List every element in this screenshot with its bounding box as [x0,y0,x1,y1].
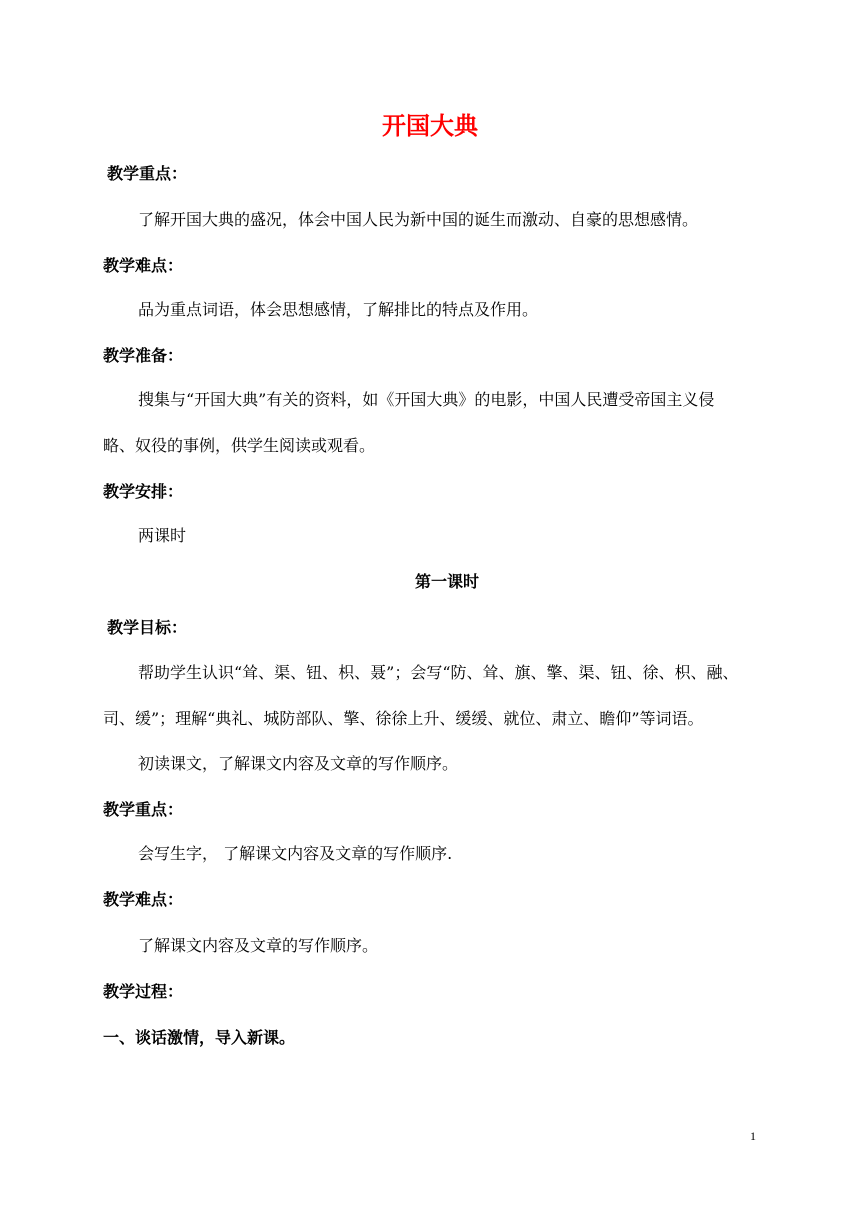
schedule-text: 两课时 [138,526,187,545]
key-points-label: 教学重点： [107,164,188,183]
lesson-difficult-points-label: 教学难点： [103,890,184,909]
preparation-text-line-2: 略、奴役的事例，供学生阅读或观看。 [103,436,376,455]
lesson-key-points-text: 会写生字， 了解课文内容及文章的写作顺序. [138,844,453,863]
page-number: 1 [750,1129,756,1143]
document-title: 开国大典 [382,112,478,140]
preparation-text-line-1: 搜集与“开国大典”有关的资料，如《开国大典》的电影，中国人民遭受帝国主义侵 [138,390,715,409]
schedule-label: 教学安排： [103,482,184,501]
objectives-text-line-2: 司、缓”；理解“典礼、城防部队、擎、徐徐上升、缓缓、就位、肃立、瞻仰”等词语。 [103,709,704,728]
objectives-text-line-1: 帮助学生认识“耸、渠、钮、枳、聂”；会写“防、耸、旗、擎、渠、钮、徐、枳、融、 [138,663,739,682]
key-points-text: 了解开国大典的盛况，体会中国人民为新中国的诞生而激动、自豪的思想感情。 [138,210,699,229]
lesson-one-title: 第一课时 [414,572,479,591]
difficult-points-text: 品为重点词语，体会思想感情，了解排比的特点及作用。 [138,300,539,319]
lesson-difficult-points-text: 了解课文内容及文章的写作顺序。 [138,936,379,955]
preparation-label: 教学准备： [103,346,184,365]
objectives-label: 教学目标： [107,618,188,637]
process-step-one: 一、谈话激情，导入新课。 [103,1028,296,1047]
objectives-text-line-3: 初读课文，了解课文内容及文章的写作顺序。 [138,754,459,773]
lesson-key-points-label: 教学重点： [103,800,184,819]
difficult-points-label: 教学难点： [103,256,184,275]
process-label: 教学过程： [103,982,184,1001]
